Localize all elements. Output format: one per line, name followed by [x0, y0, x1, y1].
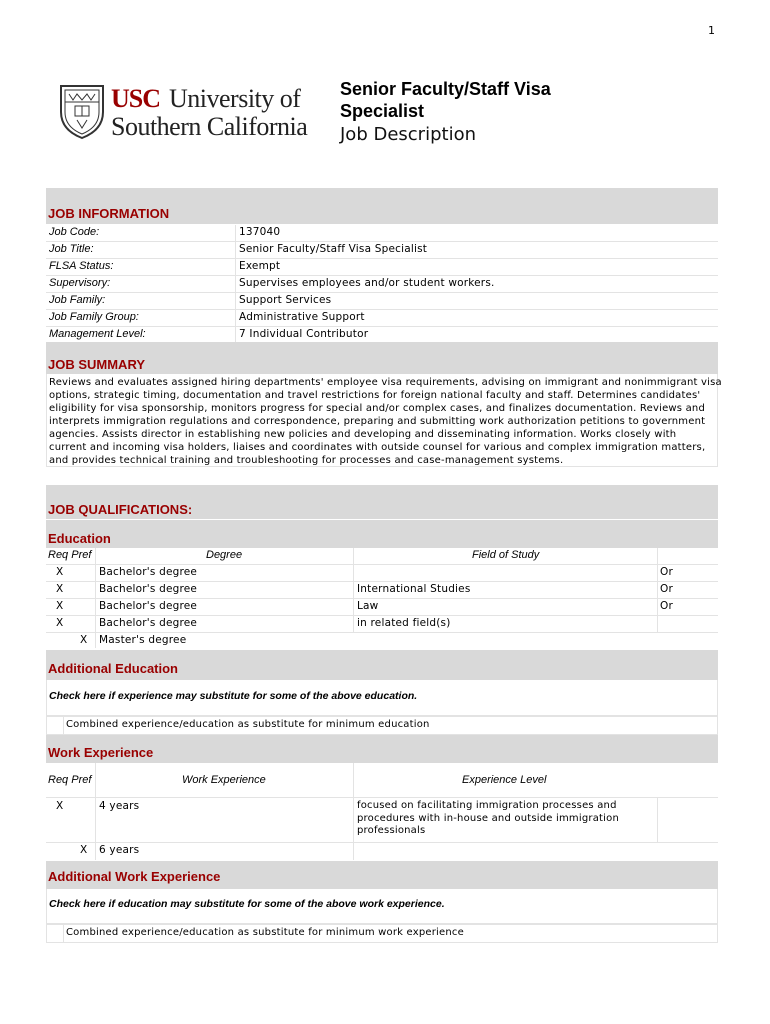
req-pref-header: Req Pref — [48, 774, 92, 786]
job-summary-text — [49, 376, 722, 467]
education-substitute-row[interactable] — [46, 716, 718, 735]
info-value: 7 Individual Contributor — [239, 328, 369, 340]
job-qualifications-heading: JOB QUALIFICATIONS: — [48, 502, 193, 517]
summary-line: current and incoming visa holders, liaises and coordinates with outside counsel for various and complex immigration matters, — [49, 442, 706, 453]
req-mark: X — [56, 566, 64, 578]
info-value: Supervises employees and/or student workers. — [239, 277, 495, 289]
experience-level-header: Experience Level — [462, 774, 547, 786]
pref-mark: X — [80, 844, 88, 856]
education-substitute-text: Combined experience/education as substitute for minimum education — [66, 719, 430, 730]
checkbox-cell[interactable] — [63, 717, 64, 734]
work-substitute-text: Combined experience/education as substitute for minimum work experience — [66, 927, 464, 938]
level-line: professionals — [357, 825, 426, 836]
job-title-heading: Senior Faculty/Staff Visa Specialist — [340, 79, 551, 121]
logo-southern-california-text: Southern California — [111, 112, 308, 141]
summary-line: options, strategic timing, documentation and travel restrictions for foreign national faculty and staff. Determines candidates' — [49, 390, 701, 401]
education-header-row — [46, 548, 718, 565]
additional-education-heading: Additional Education — [48, 661, 178, 676]
job-information-heading: JOB INFORMATION — [48, 206, 170, 221]
info-label: Supervisory: — [49, 277, 111, 289]
page-number: 1 — [708, 24, 715, 37]
req-pref-header: Req Pref — [48, 549, 92, 561]
req-mark: X — [56, 600, 64, 612]
degree-value: Bachelor's degree — [99, 583, 198, 595]
req-mark: X — [56, 617, 64, 629]
req-mark: X — [56, 583, 64, 595]
work-experience-header: Work Experience — [182, 774, 266, 786]
conjunction: Or — [660, 566, 673, 578]
additional-education-check-box — [46, 680, 718, 716]
info-row — [46, 259, 718, 276]
additional-work-check-box — [46, 889, 718, 924]
conjunction: Or — [660, 583, 673, 595]
job-summary-heading: JOB SUMMARY — [48, 357, 146, 372]
info-label: Job Family Group: — [49, 311, 139, 323]
education-substitute-check-text: Check here if experience may substitute for some of the above education. — [49, 690, 418, 702]
logo-university-text: University of — [169, 84, 301, 113]
field-value: in related field(s) — [357, 617, 451, 629]
field-value: International Studies — [357, 583, 471, 595]
summary-line: interprets immigration regulations and correspondence, preparing and submitting work authorization petitions to government — [49, 416, 706, 427]
conjunction: Or — [660, 600, 673, 612]
education-row — [46, 599, 718, 616]
years-value: 4 years — [99, 800, 140, 812]
education-table — [46, 548, 718, 648]
summary-line: agencies. Assists director in establishing new policies and developing and disseminating information. Works closely with — [49, 429, 677, 440]
work-header-row — [46, 763, 718, 798]
level-line: procedures with in-house and outside immigration — [357, 812, 619, 824]
degree-header: Degree — [206, 549, 243, 561]
info-row — [46, 276, 718, 293]
info-value: Exempt — [239, 260, 281, 272]
info-row — [46, 310, 718, 327]
degree-value: Bachelor's degree — [99, 617, 198, 629]
field-header: Field of Study — [472, 549, 540, 561]
education-heading: Education — [48, 531, 111, 546]
education-row — [46, 633, 718, 649]
degree-value: Master's degree — [99, 634, 187, 646]
summary-line: and provides technical training and troubleshooting for processes and case-management systems. — [49, 455, 564, 466]
info-label: Job Family: — [49, 294, 106, 306]
education-row — [46, 565, 718, 582]
education-bar — [46, 520, 718, 548]
usc-seal-icon — [57, 82, 107, 140]
field-value: Law — [357, 600, 379, 612]
degree-value: Bachelor's degree — [99, 566, 198, 578]
info-value: 137040 — [239, 226, 281, 238]
summary-line: eligibility for visa sponsorship, monitors progress for special and/or complex cases, and finalizes documentation. Reviews and — [49, 403, 706, 414]
experience-level-value — [357, 800, 619, 838]
work-experience-heading: Work Experience — [48, 745, 154, 760]
work-row — [46, 798, 718, 843]
checkbox-cell[interactable] — [63, 925, 64, 942]
work-substitute-check-text: Check here if education may substitute for some of the above work experience. — [49, 898, 445, 910]
degree-value: Bachelor's degree — [99, 600, 198, 612]
document-subtitle: Job Description — [340, 124, 476, 145]
info-label: Management Level: — [49, 328, 146, 340]
logo-usc-text: USC — [111, 84, 161, 113]
info-value: Senior Faculty/Staff Visa Specialist — [239, 243, 428, 255]
req-mark: X — [56, 800, 64, 812]
additional-work-experience-heading: Additional Work Experience — [48, 869, 221, 884]
work-experience-table — [46, 763, 718, 861]
job-summary-box — [46, 374, 722, 467]
info-label: Job Title: — [49, 243, 94, 255]
info-label: Job Code: — [49, 226, 100, 238]
info-value: Administrative Support — [239, 311, 365, 323]
info-value: Support Services — [239, 294, 332, 306]
summary-line: Reviews and evaluates assigned hiring departments' employee visa requirements, advising on immigrant and nonimmigrant visa — [49, 377, 722, 388]
usc-logo — [57, 82, 332, 142]
work-substitute-row[interactable] — [46, 924, 718, 943]
info-row — [46, 225, 718, 242]
info-row — [46, 242, 718, 259]
work-row — [46, 843, 718, 860]
info-label: FLSA Status: — [49, 260, 114, 272]
education-row — [46, 616, 718, 633]
years-value: 6 years — [99, 844, 140, 856]
pref-mark: X — [80, 634, 88, 646]
education-row — [46, 582, 718, 599]
info-row — [46, 293, 718, 310]
job-summary-bar — [46, 342, 718, 374]
level-line: focused on facilitating immigration processes and — [357, 800, 617, 811]
